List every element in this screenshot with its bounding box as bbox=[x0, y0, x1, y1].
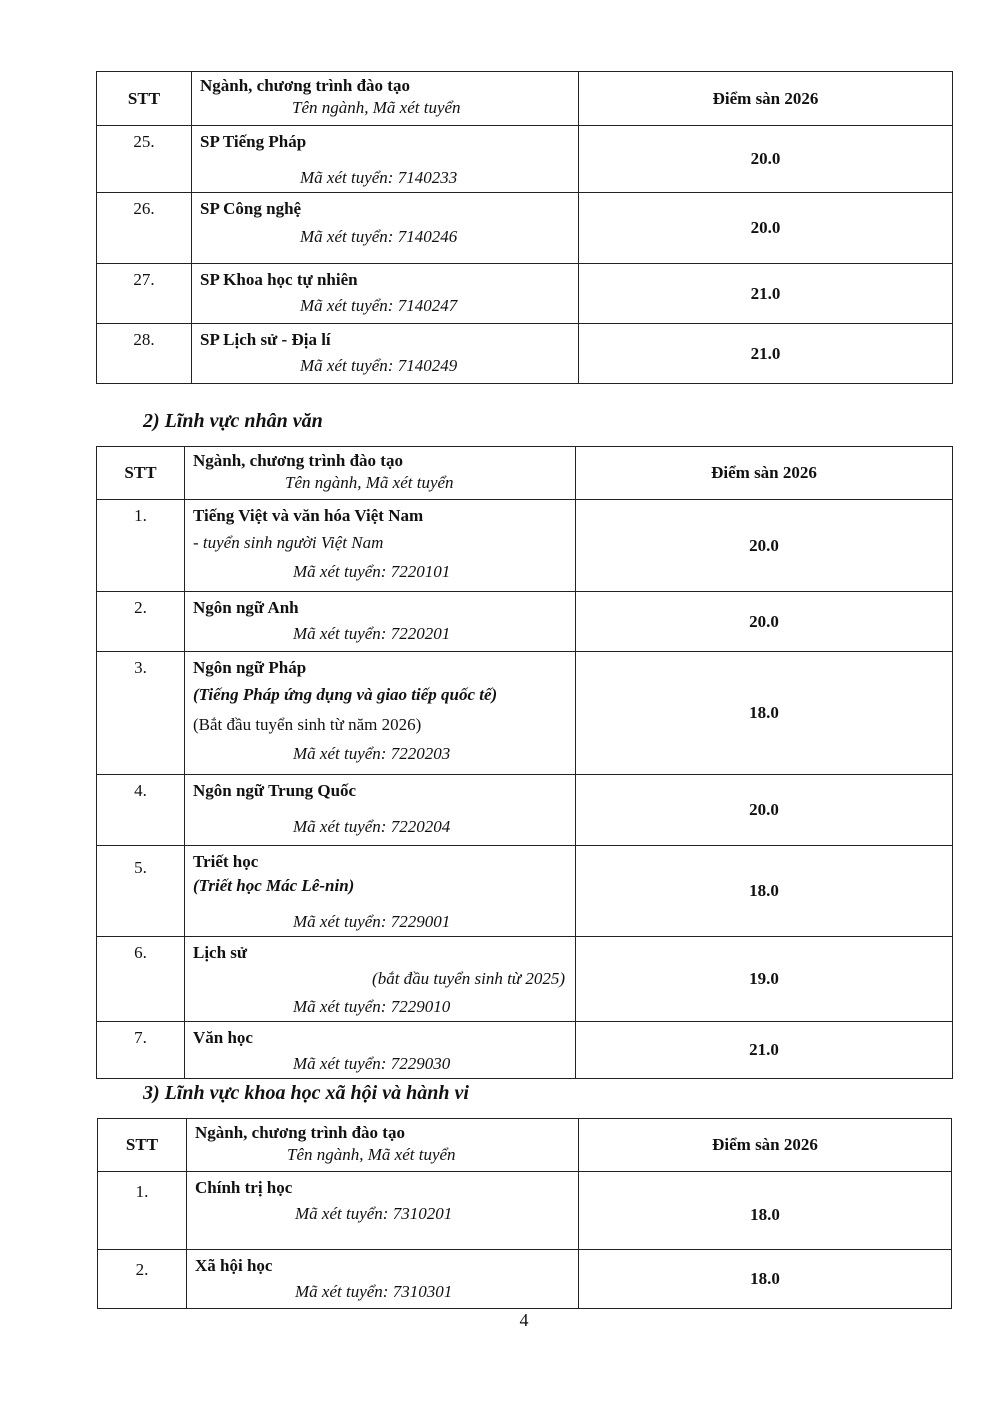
row-stt: 26. bbox=[97, 193, 192, 264]
table-header-row bbox=[97, 72, 953, 126]
page-number: 4 bbox=[519, 1310, 529, 1330]
table-row bbox=[97, 775, 953, 846]
program-name: SP Công nghệ bbox=[200, 199, 302, 218]
table-row bbox=[97, 1022, 953, 1079]
row-score: 20.0 bbox=[576, 592, 953, 652]
row-program bbox=[192, 324, 579, 384]
program-name: Ngôn ngữ Trung Quốc bbox=[193, 781, 357, 800]
program-code: Mã xét tuyển: 7140246 bbox=[300, 227, 458, 246]
row-score: 20.0 bbox=[576, 500, 953, 592]
row-score: 19.0 bbox=[576, 937, 953, 1022]
program-note: (bắt đầu tuyển sinh từ 2025) bbox=[372, 969, 565, 988]
row-program bbox=[187, 1172, 579, 1250]
program-code: Mã xét tuyển: 7220101 bbox=[293, 562, 451, 581]
row-program bbox=[192, 193, 579, 264]
row-stt: 1. bbox=[97, 500, 185, 592]
row-score: 20.0 bbox=[576, 775, 953, 846]
program-code: Mã xét tuyển: 7140247 bbox=[300, 296, 458, 315]
header-score: Điểm sàn 2026 bbox=[576, 447, 953, 500]
program-code: Mã xét tuyển: 7229010 bbox=[293, 997, 451, 1016]
header-stt: STT bbox=[97, 447, 185, 500]
program-code: Mã xét tuyển: 7140249 bbox=[300, 356, 458, 375]
table-row bbox=[97, 193, 953, 264]
program-name: Ngôn ngữ Anh bbox=[193, 598, 299, 617]
program-note: (Bắt đầu tuyển sinh từ năm 2026) bbox=[193, 715, 422, 734]
row-stt: 25. bbox=[97, 126, 192, 193]
section-title-social-sciences: 3) Lĩnh vực khoa học xã hội và hành vi bbox=[143, 1082, 469, 1104]
table-row bbox=[97, 500, 953, 592]
header-program-subtitle: Tên ngành, Mã xét tuyển bbox=[285, 473, 454, 492]
program-code: Mã xét tuyển: 7310301 bbox=[295, 1282, 453, 1301]
program-name: SP Tiếng Pháp bbox=[200, 132, 307, 151]
row-program bbox=[185, 592, 576, 652]
header-program bbox=[187, 1119, 579, 1172]
table-row bbox=[97, 652, 953, 775]
row-score: 20.0 bbox=[579, 193, 953, 264]
row-score: 21.0 bbox=[579, 264, 953, 324]
row-stt: 5. bbox=[97, 846, 185, 937]
table-row bbox=[97, 126, 953, 193]
row-program bbox=[185, 500, 576, 592]
row-score: 21.0 bbox=[579, 324, 953, 384]
program-code: Mã xét tuyển: 7220201 bbox=[293, 624, 451, 643]
program-name: Ngôn ngữ Pháp bbox=[193, 658, 307, 677]
row-score: 21.0 bbox=[576, 1022, 953, 1079]
program-specialization: (Triết học Mác Lê-nin) bbox=[193, 876, 355, 895]
row-program bbox=[185, 1022, 576, 1079]
header-program bbox=[185, 447, 576, 500]
row-program bbox=[185, 652, 576, 775]
header-score: Điểm sàn 2026 bbox=[579, 1119, 952, 1172]
table-social-sciences bbox=[97, 1118, 952, 1309]
table-row bbox=[97, 264, 953, 324]
table-sp-programs bbox=[96, 71, 953, 384]
row-stt: 3. bbox=[97, 652, 185, 775]
header-program bbox=[192, 72, 579, 126]
program-note: - tuyển sinh người Việt Nam bbox=[193, 533, 384, 552]
row-stt: 7. bbox=[97, 1022, 185, 1079]
program-code: Mã xét tuyển: 7220203 bbox=[293, 744, 451, 763]
row-stt: 4. bbox=[97, 775, 185, 846]
row-stt: 2. bbox=[98, 1250, 187, 1309]
row-program bbox=[185, 846, 576, 937]
table-header-row bbox=[98, 1119, 952, 1172]
program-code: Mã xét tuyển: 7220204 bbox=[293, 817, 451, 836]
row-program bbox=[187, 1250, 579, 1309]
program-name: Triết học bbox=[193, 852, 259, 871]
program-name: Tiếng Việt và văn hóa Việt Nam bbox=[193, 506, 424, 525]
row-program bbox=[185, 937, 576, 1022]
row-stt: 6. bbox=[97, 937, 185, 1022]
table-row bbox=[97, 324, 953, 384]
row-score: 18.0 bbox=[576, 846, 953, 937]
table-row bbox=[97, 846, 953, 937]
row-stt: 27. bbox=[97, 264, 192, 324]
program-specialization: (Tiếng Pháp ứng dụng và giao tiếp quốc tế) bbox=[193, 685, 498, 704]
program-name: Lịch sử bbox=[193, 943, 248, 962]
program-code: Mã xét tuyển: 7140233 bbox=[300, 168, 458, 187]
table-row bbox=[97, 937, 953, 1022]
header-program-subtitle: Tên ngành, Mã xét tuyển bbox=[287, 1145, 456, 1164]
program-code: Mã xét tuyển: 7229030 bbox=[293, 1054, 451, 1073]
table-row bbox=[98, 1250, 952, 1309]
header-program-title: Ngành, chương trình đào tạo bbox=[200, 76, 410, 95]
program-name: Văn học bbox=[193, 1028, 253, 1047]
table-row bbox=[97, 592, 953, 652]
section-title-humanities: 2) Lĩnh vực nhân văn bbox=[143, 410, 323, 432]
header-program-title: Ngành, chương trình đào tạo bbox=[195, 1123, 405, 1142]
row-program bbox=[192, 264, 579, 324]
row-score: 20.0 bbox=[579, 126, 953, 193]
program-code: Mã xét tuyển: 7310201 bbox=[295, 1204, 453, 1223]
row-program bbox=[185, 775, 576, 846]
header-program-title: Ngành, chương trình đào tạo bbox=[193, 451, 403, 470]
program-name: Chính trị học bbox=[195, 1178, 293, 1197]
row-stt: 28. bbox=[97, 324, 192, 384]
table-header-row bbox=[97, 447, 953, 500]
table-row bbox=[98, 1172, 952, 1250]
row-stt: 1. bbox=[98, 1172, 187, 1250]
header-stt: STT bbox=[98, 1119, 187, 1172]
table-humanities bbox=[96, 446, 953, 1079]
header-score: Điểm sàn 2026 bbox=[579, 72, 953, 126]
header-stt: STT bbox=[97, 72, 192, 126]
row-score: 18.0 bbox=[576, 652, 953, 775]
row-stt: 2. bbox=[97, 592, 185, 652]
program-name: Xã hội học bbox=[195, 1256, 273, 1275]
row-score: 18.0 bbox=[579, 1250, 952, 1309]
program-name: SP Lịch sử - Địa lí bbox=[200, 330, 331, 349]
header-program-subtitle: Tên ngành, Mã xét tuyển bbox=[292, 98, 461, 117]
program-name: SP Khoa học tự nhiên bbox=[200, 270, 358, 289]
row-score: 18.0 bbox=[579, 1172, 952, 1250]
row-program bbox=[192, 126, 579, 193]
program-code: Mã xét tuyển: 7229001 bbox=[293, 912, 451, 931]
